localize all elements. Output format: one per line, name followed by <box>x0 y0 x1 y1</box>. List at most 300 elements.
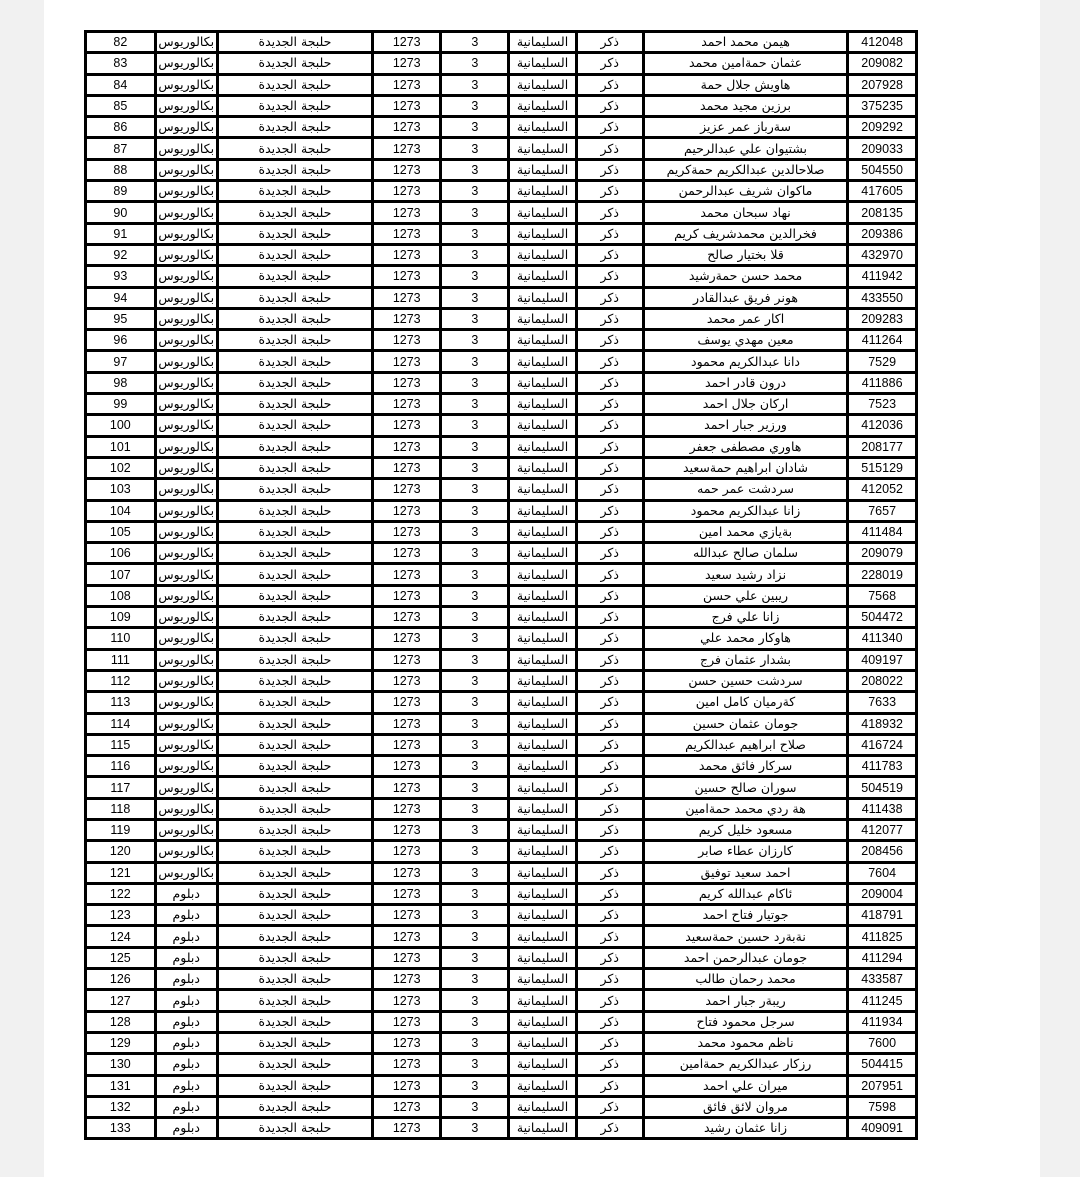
province-cell: السليمانية <box>509 1075 576 1096</box>
id-number-cell: 411484 <box>848 521 917 542</box>
id-number-cell: 209079 <box>848 543 917 564</box>
table-row <box>85 1054 917 1075</box>
id-number-cell: 412052 <box>848 479 917 500</box>
code-cell: 1273 <box>373 883 441 904</box>
code-cell: 1273 <box>373 95 441 116</box>
full-name-cell: سردشت عمر حمه <box>643 479 847 500</box>
sequence-number-cell: 83 <box>85 53 155 74</box>
sequence-number-cell: 124 <box>85 926 155 947</box>
code-cell: 1273 <box>373 266 441 287</box>
table-row <box>85 777 917 798</box>
sequence-number-cell: 89 <box>85 181 155 202</box>
degree-cell: بكالوريوس <box>155 819 217 840</box>
full-name-cell: سوران صالح حسين <box>643 777 847 798</box>
code-cell: 1273 <box>373 351 441 372</box>
level-cell: 3 <box>441 926 509 947</box>
full-name-cell: جومان عبدالرحمن احمد <box>643 947 847 968</box>
code-cell: 1273 <box>373 564 441 585</box>
degree-cell: بكالوريوس <box>155 181 217 202</box>
table-row <box>85 883 917 904</box>
degree-cell: دبلوم <box>155 883 217 904</box>
gender-cell: ذكر <box>576 415 643 436</box>
level-cell: 3 <box>441 394 509 415</box>
full-name-cell: احمد سعيد توفيق <box>643 862 847 883</box>
province-cell: السليمانية <box>509 734 576 755</box>
level-cell: 3 <box>441 415 509 436</box>
sequence-number-cell: 128 <box>85 1011 155 1032</box>
full-name-cell: بةيازي محمد امين <box>643 521 847 542</box>
id-number-cell: 7598 <box>848 1096 917 1117</box>
level-cell: 3 <box>441 521 509 542</box>
sequence-number-cell: 112 <box>85 670 155 691</box>
table-row <box>85 1032 917 1053</box>
id-number-cell: 411942 <box>848 266 917 287</box>
full-name-cell: درون قادر احمد <box>643 372 847 393</box>
table-row <box>85 990 917 1011</box>
table-row <box>85 266 917 287</box>
level-cell: 3 <box>441 905 509 926</box>
province-cell: السليمانية <box>509 990 576 1011</box>
full-name-cell: معين مهدي يوسف <box>643 330 847 351</box>
sequence-number-cell: 85 <box>85 95 155 116</box>
full-name-cell: فخرالدين محمدشريف كريم <box>643 223 847 244</box>
level-cell: 3 <box>441 564 509 585</box>
province-cell: السليمانية <box>509 543 576 564</box>
province-cell: السليمانية <box>509 883 576 904</box>
gender-cell: ذكر <box>576 798 643 819</box>
province-cell: السليمانية <box>509 457 576 478</box>
table-row <box>85 798 917 819</box>
level-cell: 3 <box>441 500 509 521</box>
province-cell: السليمانية <box>509 1054 576 1075</box>
table-row <box>85 287 917 308</box>
degree-cell: دبلوم <box>155 969 217 990</box>
table-row <box>85 756 917 777</box>
sequence-number-cell: 108 <box>85 585 155 606</box>
gender-cell: ذكر <box>576 500 643 521</box>
city-cell: حلبجة الجديدة <box>217 628 372 649</box>
level-cell: 3 <box>441 308 509 329</box>
id-number-cell: 411340 <box>848 628 917 649</box>
sequence-number-cell: 129 <box>85 1032 155 1053</box>
level-cell: 3 <box>441 819 509 840</box>
code-cell: 1273 <box>373 585 441 606</box>
city-cell: حلبجة الجديدة <box>217 1075 372 1096</box>
city-cell: حلبجة الجديدة <box>217 819 372 840</box>
code-cell: 1273 <box>373 734 441 755</box>
city-cell: حلبجة الجديدة <box>217 457 372 478</box>
code-cell: 1273 <box>373 841 441 862</box>
code-cell: 1273 <box>373 1096 441 1117</box>
table-row <box>85 1011 917 1032</box>
table-row <box>85 74 917 95</box>
gender-cell: ذكر <box>576 1011 643 1032</box>
gender-cell: ذكر <box>576 607 643 628</box>
code-cell: 1273 <box>373 969 441 990</box>
gender-cell: ذكر <box>576 117 643 138</box>
id-number-cell: 409091 <box>848 1118 917 1140</box>
province-cell: السليمانية <box>509 479 576 500</box>
level-cell: 3 <box>441 969 509 990</box>
province-cell: السليمانية <box>509 862 576 883</box>
full-name-cell: هة ردي محمد حمةامين <box>643 798 847 819</box>
sequence-number-cell: 86 <box>85 117 155 138</box>
sequence-number-cell: 96 <box>85 330 155 351</box>
table-row <box>85 351 917 372</box>
gender-cell: ذكر <box>576 308 643 329</box>
city-cell: حلبجة الجديدة <box>217 1032 372 1053</box>
table-row <box>85 1096 917 1117</box>
full-name-cell: سةرباز عمر عزيز <box>643 117 847 138</box>
degree-cell: بكالوريوس <box>155 649 217 670</box>
level-cell: 3 <box>441 138 509 159</box>
province-cell: السليمانية <box>509 1118 576 1140</box>
code-cell: 1273 <box>373 628 441 649</box>
city-cell: حلبجة الجديدة <box>217 649 372 670</box>
level-cell: 3 <box>441 351 509 372</box>
level-cell: 3 <box>441 585 509 606</box>
id-number-cell: 208022 <box>848 670 917 691</box>
id-number-cell: 417605 <box>848 181 917 202</box>
province-cell: السليمانية <box>509 372 576 393</box>
sequence-number-cell: 106 <box>85 543 155 564</box>
gender-cell: ذكر <box>576 819 643 840</box>
full-name-cell: زانا علي فرج <box>643 607 847 628</box>
province-cell: السليمانية <box>509 74 576 95</box>
id-number-cell: 208135 <box>848 202 917 223</box>
level-cell: 3 <box>441 95 509 116</box>
code-cell: 1273 <box>373 1011 441 1032</box>
province-cell: السليمانية <box>509 798 576 819</box>
gender-cell: ذكر <box>576 543 643 564</box>
table-row <box>85 564 917 585</box>
province-cell: السليمانية <box>509 117 576 138</box>
sequence-number-cell: 109 <box>85 607 155 628</box>
gender-cell: ذكر <box>576 947 643 968</box>
level-cell: 3 <box>441 244 509 265</box>
degree-cell: بكالوريوس <box>155 543 217 564</box>
gender-cell: ذكر <box>576 628 643 649</box>
code-cell: 1273 <box>373 543 441 564</box>
id-number-cell: 515129 <box>848 457 917 478</box>
code-cell: 1273 <box>373 1054 441 1075</box>
code-cell: 1273 <box>373 202 441 223</box>
id-number-cell: 411886 <box>848 372 917 393</box>
province-cell: السليمانية <box>509 713 576 734</box>
table-row <box>85 734 917 755</box>
code-cell: 1273 <box>373 521 441 542</box>
table-row <box>85 543 917 564</box>
code-cell: 1273 <box>373 1032 441 1053</box>
province-cell: السليمانية <box>509 308 576 329</box>
code-cell: 1273 <box>373 159 441 180</box>
code-cell: 1273 <box>373 117 441 138</box>
table-row <box>85 841 917 862</box>
level-cell: 3 <box>441 692 509 713</box>
gender-cell: ذكر <box>576 777 643 798</box>
city-cell: حلبجة الجديدة <box>217 308 372 329</box>
code-cell: 1273 <box>373 670 441 691</box>
id-number-cell: 504550 <box>848 159 917 180</box>
degree-cell: دبلوم <box>155 1011 217 1032</box>
gender-cell: ذكر <box>576 1032 643 1053</box>
city-cell: حلبجة الجديدة <box>217 1118 372 1140</box>
table-row <box>85 479 917 500</box>
code-cell: 1273 <box>373 415 441 436</box>
province-cell: السليمانية <box>509 351 576 372</box>
province-cell: السليمانية <box>509 692 576 713</box>
gender-cell: ذكر <box>576 330 643 351</box>
city-cell: حلبجة الجديدة <box>217 521 372 542</box>
sequence-number-cell: 121 <box>85 862 155 883</box>
level-cell: 3 <box>441 947 509 968</box>
code-cell: 1273 <box>373 819 441 840</box>
gender-cell: ذكر <box>576 95 643 116</box>
level-cell: 3 <box>441 1032 509 1053</box>
full-name-cell: سركار فائق محمد <box>643 756 847 777</box>
sequence-number-cell: 102 <box>85 457 155 478</box>
table-row <box>85 1075 917 1096</box>
degree-cell: بكالوريوس <box>155 308 217 329</box>
degree-cell: بكالوريوس <box>155 500 217 521</box>
gender-cell: ذكر <box>576 926 643 947</box>
city-cell: حلبجة الجديدة <box>217 926 372 947</box>
sequence-number-cell: 122 <box>85 883 155 904</box>
full-name-cell: هونر فريق عبدالقادر <box>643 287 847 308</box>
city-cell: حلبجة الجديدة <box>217 479 372 500</box>
sequence-number-cell: 115 <box>85 734 155 755</box>
city-cell: حلبجة الجديدة <box>217 372 372 393</box>
degree-cell: بكالوريوس <box>155 394 217 415</box>
city-cell: حلبجة الجديدة <box>217 734 372 755</box>
full-name-cell: مروان لائق فائق <box>643 1096 847 1117</box>
gender-cell: ذكر <box>576 862 643 883</box>
id-number-cell: 7568 <box>848 585 917 606</box>
city-cell: حلبجة الجديدة <box>217 117 372 138</box>
gender-cell: ذكر <box>576 905 643 926</box>
degree-cell: دبلوم <box>155 990 217 1011</box>
gender-cell: ذكر <box>576 1075 643 1096</box>
gender-cell: ذكر <box>576 372 643 393</box>
province-cell: السليمانية <box>509 926 576 947</box>
degree-cell: بكالوريوس <box>155 862 217 883</box>
city-cell: حلبجة الجديدة <box>217 244 372 265</box>
sequence-number-cell: 107 <box>85 564 155 585</box>
degree-cell: بكالوريوس <box>155 670 217 691</box>
code-cell: 1273 <box>373 330 441 351</box>
code-cell: 1273 <box>373 1118 441 1140</box>
full-name-cell: هاوكار محمد علي <box>643 628 847 649</box>
id-number-cell: 7529 <box>848 351 917 372</box>
gender-cell: ذكر <box>576 585 643 606</box>
table-row <box>85 521 917 542</box>
level-cell: 3 <box>441 1054 509 1075</box>
gender-cell: ذكر <box>576 969 643 990</box>
city-cell: حلبجة الجديدة <box>217 266 372 287</box>
level-cell: 3 <box>441 31 509 53</box>
code-cell: 1273 <box>373 479 441 500</box>
code-cell: 1273 <box>373 947 441 968</box>
city-cell: حلبجة الجديدة <box>217 798 372 819</box>
code-cell: 1273 <box>373 905 441 926</box>
gender-cell: ذكر <box>576 181 643 202</box>
full-name-cell: نزاد رشيد سعيد <box>643 564 847 585</box>
code-cell: 1273 <box>373 308 441 329</box>
table-row <box>85 607 917 628</box>
code-cell: 1273 <box>373 181 441 202</box>
level-cell: 3 <box>441 287 509 308</box>
city-cell: حلبجة الجديدة <box>217 862 372 883</box>
id-number-cell: 433550 <box>848 287 917 308</box>
province-cell: السليمانية <box>509 1032 576 1053</box>
degree-cell: بكالوريوس <box>155 31 217 53</box>
roster-table <box>84 30 918 1140</box>
id-number-cell: 209082 <box>848 53 917 74</box>
id-number-cell: 418932 <box>848 713 917 734</box>
gender-cell: ذكر <box>576 202 643 223</box>
degree-cell: بكالوريوس <box>155 117 217 138</box>
province-cell: السليمانية <box>509 607 576 628</box>
full-name-cell: عثمان حمةامين محمد <box>643 53 847 74</box>
city-cell: حلبجة الجديدة <box>217 351 372 372</box>
degree-cell: بكالوريوس <box>155 692 217 713</box>
code-cell: 1273 <box>373 457 441 478</box>
code-cell: 1273 <box>373 649 441 670</box>
full-name-cell: جومان عثمان حسين <box>643 713 847 734</box>
full-name-cell: نهاد سبحان محمد <box>643 202 847 223</box>
table-row <box>85 330 917 351</box>
id-number-cell: 411245 <box>848 990 917 1011</box>
city-cell: حلبجة الجديدة <box>217 777 372 798</box>
province-cell: السليمانية <box>509 819 576 840</box>
full-name-cell: اكار عمر محمد <box>643 308 847 329</box>
province-cell: السليمانية <box>509 1011 576 1032</box>
city-cell: حلبجة الجديدة <box>217 202 372 223</box>
province-cell: السليمانية <box>509 628 576 649</box>
full-name-cell: بشتيوان علي عبدالرحيم <box>643 138 847 159</box>
code-cell: 1273 <box>373 777 441 798</box>
level-cell: 3 <box>441 1011 509 1032</box>
level-cell: 3 <box>441 777 509 798</box>
table-row <box>85 713 917 734</box>
degree-cell: بكالوريوس <box>155 372 217 393</box>
level-cell: 3 <box>441 117 509 138</box>
sequence-number-cell: 131 <box>85 1075 155 1096</box>
province-cell: السليمانية <box>509 415 576 436</box>
level-cell: 3 <box>441 159 509 180</box>
code-cell: 1273 <box>373 756 441 777</box>
id-number-cell: 433587 <box>848 969 917 990</box>
sequence-number-cell: 103 <box>85 479 155 500</box>
table-row <box>85 692 917 713</box>
sequence-number-cell: 113 <box>85 692 155 713</box>
level-cell: 3 <box>441 1075 509 1096</box>
code-cell: 1273 <box>373 436 441 457</box>
full-name-cell: هاويش جلال حمة <box>643 74 847 95</box>
code-cell: 1273 <box>373 798 441 819</box>
city-cell: حلبجة الجديدة <box>217 287 372 308</box>
city-cell: حلبجة الجديدة <box>217 1096 372 1117</box>
city-cell: حلبجة الجديدة <box>217 436 372 457</box>
city-cell: حلبجة الجديدة <box>217 883 372 904</box>
table-row <box>85 223 917 244</box>
gender-cell: ذكر <box>576 564 643 585</box>
province-cell: السليمانية <box>509 223 576 244</box>
full-name-cell: هيمن محمد احمد <box>643 31 847 53</box>
gender-cell: ذكر <box>576 649 643 670</box>
degree-cell: بكالوريوس <box>155 287 217 308</box>
city-cell: حلبجة الجديدة <box>217 947 372 968</box>
degree-cell: بكالوريوس <box>155 436 217 457</box>
gender-cell: ذكر <box>576 1054 643 1075</box>
level-cell: 3 <box>441 1096 509 1117</box>
code-cell: 1273 <box>373 713 441 734</box>
id-number-cell: 7600 <box>848 1032 917 1053</box>
code-cell: 1273 <box>373 926 441 947</box>
city-cell: حلبجة الجديدة <box>217 138 372 159</box>
full-name-cell: شادان ابراهيم حمةسعيد <box>643 457 847 478</box>
full-name-cell: محمد رحمان طالب <box>643 969 847 990</box>
city-cell: حلبجة الجديدة <box>217 564 372 585</box>
full-name-cell: ماكوان شريف عبدالرحمن <box>643 181 847 202</box>
code-cell: 1273 <box>373 607 441 628</box>
id-number-cell: 209033 <box>848 138 917 159</box>
city-cell: حلبجة الجديدة <box>217 713 372 734</box>
full-name-cell: جوتيار فتاح احمد <box>643 905 847 926</box>
full-name-cell: ورزير جبار احمد <box>643 415 847 436</box>
id-number-cell: 432970 <box>848 244 917 265</box>
table-row <box>85 1118 917 1140</box>
sequence-number-cell: 93 <box>85 266 155 287</box>
sequence-number-cell: 126 <box>85 969 155 990</box>
city-cell: حلبجة الجديدة <box>217 670 372 691</box>
level-cell: 3 <box>441 798 509 819</box>
table-row <box>85 969 917 990</box>
level-cell: 3 <box>441 883 509 904</box>
gender-cell: ذكر <box>576 223 643 244</box>
gender-cell: ذكر <box>576 53 643 74</box>
code-cell: 1273 <box>373 53 441 74</box>
level-cell: 3 <box>441 266 509 287</box>
sequence-number-cell: 110 <box>85 628 155 649</box>
province-cell: السليمانية <box>509 159 576 180</box>
id-number-cell: 418791 <box>848 905 917 926</box>
full-name-cell: مسعود خليل كريم <box>643 819 847 840</box>
code-cell: 1273 <box>373 990 441 1011</box>
city-cell: حلبجة الجديدة <box>217 607 372 628</box>
full-name-cell: زانا عبدالكريم محمود <box>643 500 847 521</box>
level-cell: 3 <box>441 53 509 74</box>
city-cell: حلبجة الجديدة <box>217 394 372 415</box>
degree-cell: بكالوريوس <box>155 202 217 223</box>
full-name-cell: قلا بختيار صالح <box>643 244 847 265</box>
id-number-cell: 412077 <box>848 819 917 840</box>
gender-cell: ذكر <box>576 266 643 287</box>
city-cell: حلبجة الجديدة <box>217 31 372 53</box>
full-name-cell: زانا عثمان رشيد <box>643 1118 847 1140</box>
degree-cell: بكالوريوس <box>155 159 217 180</box>
level-cell: 3 <box>441 543 509 564</box>
id-number-cell: 209386 <box>848 223 917 244</box>
degree-cell: بكالوريوس <box>155 53 217 74</box>
table-row <box>85 244 917 265</box>
province-cell: السليمانية <box>509 181 576 202</box>
province-cell: السليمانية <box>509 905 576 926</box>
id-number-cell: 7633 <box>848 692 917 713</box>
id-number-cell: 208456 <box>848 841 917 862</box>
degree-cell: بكالوريوس <box>155 244 217 265</box>
province-cell: السليمانية <box>509 330 576 351</box>
